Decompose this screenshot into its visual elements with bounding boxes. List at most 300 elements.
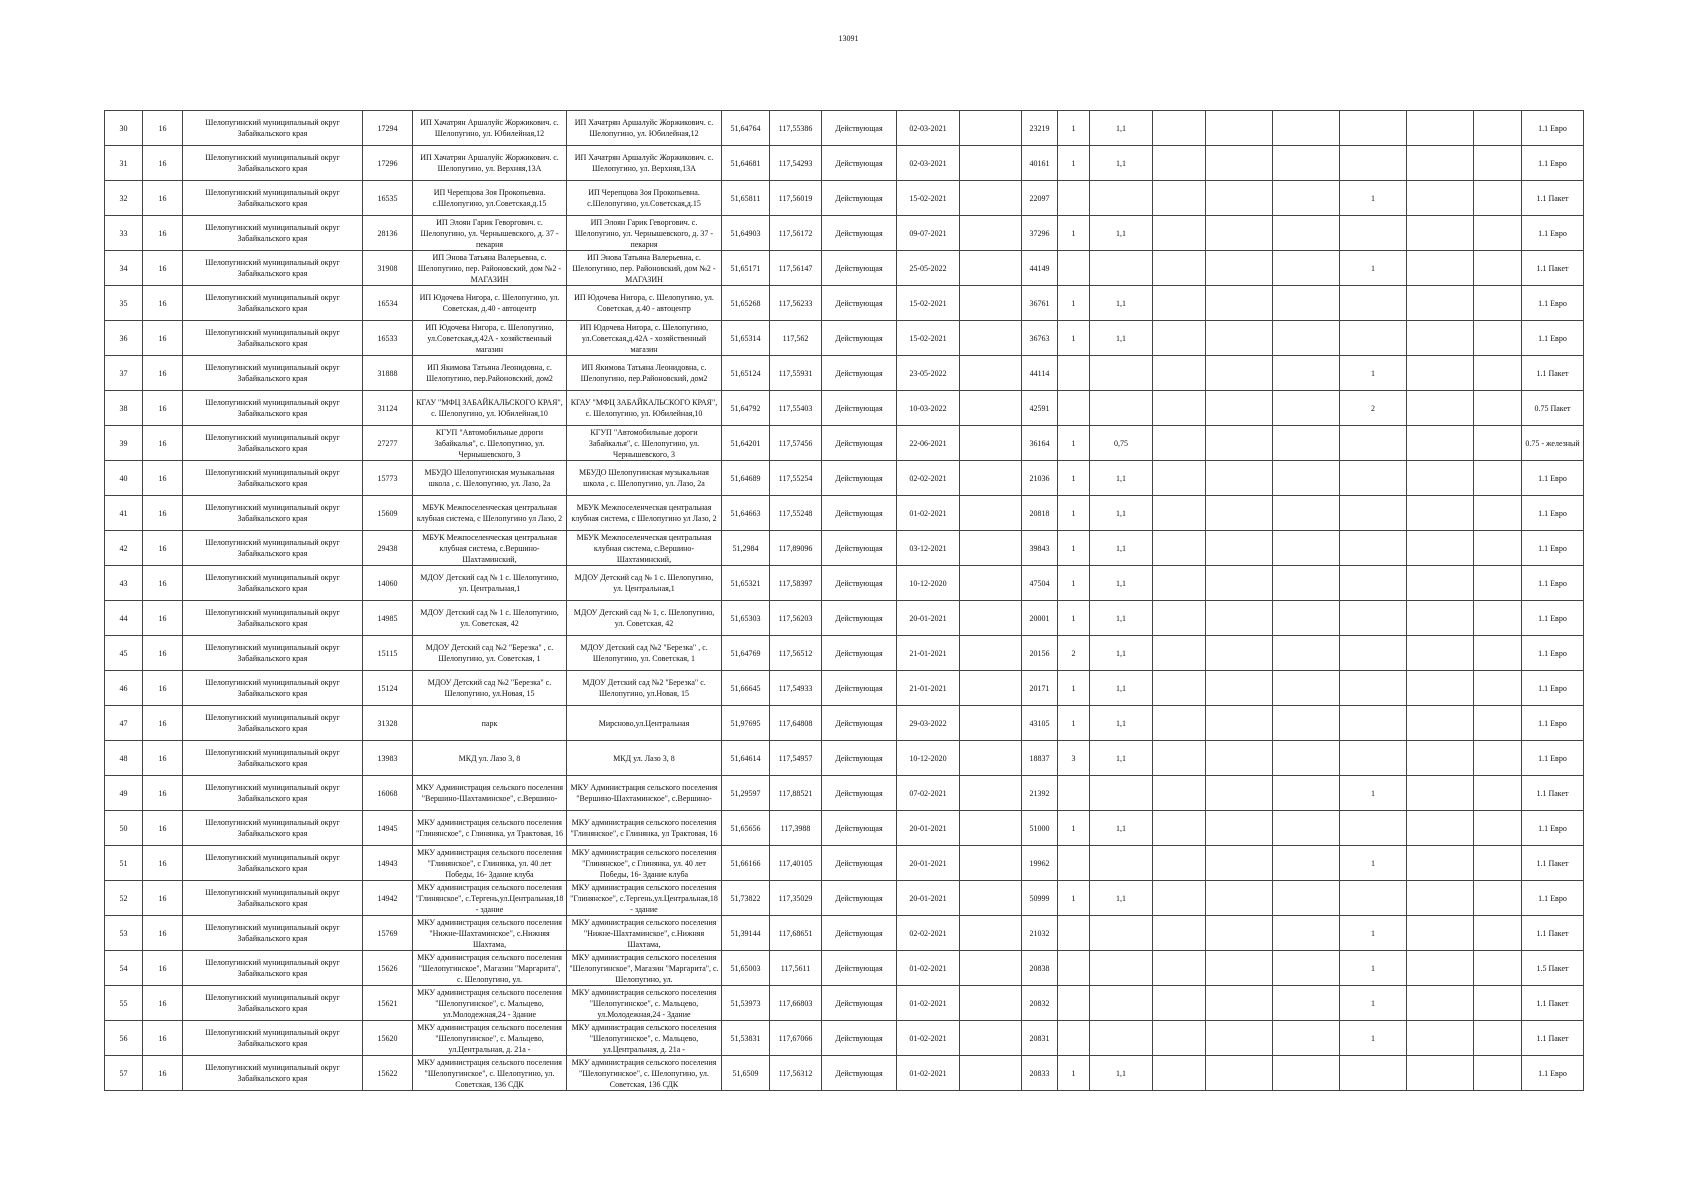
cell-empty-col-20	[1407, 601, 1474, 636]
cell-latitude	[722, 461, 770, 496]
cell-empty-col-12	[960, 566, 1022, 601]
container-type-text: 0.75 - железный	[1525, 438, 1580, 448]
cell-latitude	[722, 846, 770, 881]
site-id-text: 16533	[377, 333, 398, 343]
longitude-text: 117,3988	[780, 823, 811, 833]
district-name-text: Шелопугинский муниципальный округ Забайкальского края	[205, 328, 340, 348]
cell-container-type	[1522, 321, 1584, 356]
cell-empty-col-20b	[1474, 636, 1522, 671]
cell-registry-number	[1022, 461, 1058, 496]
cell-euro-container-volume	[1090, 706, 1153, 741]
cell-bag-count	[1340, 426, 1407, 461]
euro-container-count-text: 1	[1071, 718, 1076, 728]
cell-empty-col-20	[1407, 391, 1474, 426]
cell-empty-col-20b	[1474, 181, 1522, 216]
container-type-text: 1.1 Евро	[1538, 508, 1567, 518]
cell-empty-col-12	[960, 916, 1022, 951]
cell-district-name	[183, 951, 363, 986]
cell-registration-date	[897, 811, 960, 846]
cell-row-number	[105, 426, 143, 461]
district-name-text: Шелопугинский муниципальный округ Забайкальского края	[205, 678, 340, 698]
cell-row-number	[105, 846, 143, 881]
registration-date-text: 01-02-2021	[909, 508, 947, 518]
latitude-text: 51,65656	[730, 823, 761, 833]
cell-empty-col-12	[960, 951, 1022, 986]
cell-region-code	[143, 951, 183, 986]
cell-district-name	[183, 636, 363, 671]
row-number-text: 30	[119, 123, 128, 133]
cell-euro-container-volume	[1090, 426, 1153, 461]
row-number-text: 35	[119, 298, 128, 308]
euro-container-count-text: 1	[1071, 228, 1076, 238]
cell-longitude	[770, 216, 822, 251]
site-address-text: ИП Юдочева Нигора, с. Шелопугино, ул. Советская, д.40 - автоцентр	[574, 293, 714, 313]
latitude-text: 51,65811	[730, 193, 761, 203]
cell-owner-name	[413, 951, 567, 986]
region-code-text: 16	[158, 578, 167, 588]
cell-bag-count	[1340, 741, 1407, 776]
row-number-text: 36	[119, 333, 128, 343]
cell-latitude	[722, 671, 770, 706]
cell-empty-col-12	[960, 146, 1022, 181]
registry-number-text: 20833	[1029, 1068, 1050, 1078]
longitude-text: 117,64808	[778, 718, 813, 728]
cell-site-address	[567, 1056, 722, 1091]
cell-status	[822, 776, 897, 811]
cell-euro-container-count	[1058, 916, 1090, 951]
cell-empty-col-12	[960, 251, 1022, 286]
cell-region-code	[143, 986, 183, 1021]
district-name-text: Шелопугинский муниципальный округ Забайкальского края	[205, 433, 340, 453]
cell-site-address	[567, 776, 722, 811]
cell-euro-container-count	[1058, 951, 1090, 986]
cell-empty-col-20b	[1474, 531, 1522, 566]
status-text: Действующая	[835, 263, 883, 273]
cell-euro-container-volume	[1090, 111, 1153, 146]
cell-site-id	[363, 286, 413, 321]
cell-empty-col-16	[1153, 496, 1206, 531]
district-name-text: Шелопугинский муниципальный округ Забайкальского края	[205, 748, 340, 768]
cell-euro-container-volume	[1090, 846, 1153, 881]
registration-date-text: 20-01-2021	[909, 893, 947, 903]
cell-row-number	[105, 811, 143, 846]
cell-empty-col-12	[960, 601, 1022, 636]
cell-row-number	[105, 111, 143, 146]
cell-empty-col-20b	[1474, 951, 1522, 986]
cell-longitude	[770, 881, 822, 916]
cell-euro-container-count	[1058, 531, 1090, 566]
region-code-text: 16	[158, 1033, 167, 1043]
site-address-text: МДОУ Детский сад №2 "Березка" , с. Шелопугино, ул. Советская, 1	[580, 643, 708, 663]
longitude-text: 117,58397	[778, 578, 813, 588]
cell-registry-number	[1022, 216, 1058, 251]
cell-district-name	[183, 531, 363, 566]
cell-empty-col-18	[1273, 881, 1340, 916]
euro-container-volume-text: 1,1	[1116, 333, 1126, 343]
latitude-text: 51,29597	[730, 788, 761, 798]
cell-empty-col-16	[1153, 566, 1206, 601]
cell-empty-col-20b	[1474, 881, 1522, 916]
cell-registry-number	[1022, 811, 1058, 846]
euro-container-volume-text: 0,75	[1114, 438, 1128, 448]
cell-owner-name	[413, 531, 567, 566]
longitude-text: 117,56203	[778, 613, 813, 623]
cell-empty-col-20	[1407, 811, 1474, 846]
latitude-text: 51,64689	[730, 473, 761, 483]
cell-site-address	[567, 846, 722, 881]
cell-longitude	[770, 1021, 822, 1056]
latitude-text: 51,97695	[730, 718, 761, 728]
cell-owner-name	[413, 146, 567, 181]
region-code-text: 16	[158, 893, 167, 903]
cell-empty-col-20b	[1474, 986, 1522, 1021]
cell-bag-count	[1340, 706, 1407, 741]
status-text: Действующая	[835, 508, 883, 518]
cell-euro-container-volume	[1090, 251, 1153, 286]
cell-registry-number	[1022, 356, 1058, 391]
cell-bag-count	[1340, 671, 1407, 706]
cell-district-name	[183, 391, 363, 426]
cell-empty-col-20	[1407, 321, 1474, 356]
cell-euro-container-count	[1058, 461, 1090, 496]
cell-site-address	[567, 111, 722, 146]
cell-district-name	[183, 776, 363, 811]
euro-container-count-text: 1	[1071, 683, 1076, 693]
row-number-text: 41	[119, 508, 128, 518]
cell-empty-col-17	[1206, 146, 1273, 181]
cell-registration-date	[897, 671, 960, 706]
site-id-text: 15773	[377, 473, 398, 483]
site-id-text: 31888	[377, 368, 398, 378]
cell-empty-col-20	[1407, 776, 1474, 811]
cell-container-type	[1522, 986, 1584, 1021]
longitude-text: 117,40105	[778, 858, 813, 868]
site-address-text: КГУП "Автомобильные дороги Забайкалья", с. Шелопугино, ул. Чернышевского, 3	[588, 427, 700, 459]
cell-status	[822, 741, 897, 776]
container-type-text: 1.1 Евро	[1538, 823, 1567, 833]
cell-empty-col-16	[1153, 1021, 1206, 1056]
latitude-text: 51,64792	[730, 403, 761, 413]
cell-longitude	[770, 461, 822, 496]
registry-number-text: 20171	[1029, 683, 1050, 693]
cell-latitude	[722, 776, 770, 811]
container-type-text: 1.1 Пакет	[1536, 193, 1569, 203]
cell-row-number	[105, 986, 143, 1021]
cell-empty-col-17	[1206, 811, 1273, 846]
site-id-text: 15115	[377, 648, 398, 658]
site-id-text: 27277	[377, 438, 398, 448]
cell-region-code	[143, 881, 183, 916]
cell-registry-number	[1022, 881, 1058, 916]
cell-empty-col-12	[960, 531, 1022, 566]
latitude-text: 51,65171	[730, 263, 761, 273]
cell-empty-col-16	[1153, 216, 1206, 251]
row-number-text: 34	[119, 263, 128, 273]
euro-container-count-text: 2	[1071, 648, 1076, 658]
cell-bag-count	[1340, 111, 1407, 146]
cell-site-id	[363, 566, 413, 601]
cell-empty-col-16	[1153, 356, 1206, 391]
cell-empty-col-12	[960, 286, 1022, 321]
cell-empty-col-17	[1206, 111, 1273, 146]
bag-count-text: 1	[1371, 998, 1375, 1008]
longitude-text: 117,54957	[778, 753, 813, 763]
table-row	[105, 916, 1584, 951]
cell-empty-col-18	[1273, 496, 1340, 531]
waste-site-registry-table	[104, 110, 1584, 1091]
region-code-text: 16	[158, 403, 167, 413]
site-id-text: 31908	[377, 263, 398, 273]
registration-date-text: 20-01-2021	[909, 858, 947, 868]
row-number-text: 31	[119, 158, 128, 168]
cell-region-code	[143, 846, 183, 881]
table-row	[105, 216, 1584, 251]
cell-owner-name	[413, 461, 567, 496]
cell-latitude	[722, 951, 770, 986]
cell-owner-name	[413, 391, 567, 426]
cell-status	[822, 216, 897, 251]
cell-district-name	[183, 461, 363, 496]
cell-row-number	[105, 531, 143, 566]
cell-container-type	[1522, 216, 1584, 251]
cell-longitude	[770, 251, 822, 286]
owner-name-text: МКУ администрация сельского поселения "Глинянское", с.Тергень,ул.Центральная,18 - здание	[415, 882, 564, 914]
cell-registration-date	[897, 741, 960, 776]
cell-euro-container-count	[1058, 286, 1090, 321]
registry-number-text: 37296	[1029, 228, 1050, 238]
latitude-text: 51,66166	[730, 858, 761, 868]
euro-container-volume-text: 1,1	[1116, 123, 1126, 133]
cell-empty-col-20b	[1474, 776, 1522, 811]
registry-number-text: 51000	[1029, 823, 1050, 833]
status-text: Действующая	[835, 788, 883, 798]
cell-region-code	[143, 636, 183, 671]
cell-site-address	[567, 881, 722, 916]
cell-owner-name	[413, 881, 567, 916]
latitude-text: 51,65303	[730, 613, 761, 623]
site-id-text: 17294	[377, 123, 398, 133]
row-number-text: 32	[119, 193, 128, 203]
cell-row-number	[105, 1056, 143, 1091]
cell-empty-col-17	[1206, 356, 1273, 391]
site-address-text: МКУ администрация сельского поселения "Глинянское", с Глинянка, ул Трактовая, 16	[570, 818, 718, 838]
cell-euro-container-count	[1058, 391, 1090, 426]
cell-site-address	[567, 671, 722, 706]
cell-site-id	[363, 811, 413, 846]
cell-status	[822, 496, 897, 531]
registry-number-text: 36164	[1029, 438, 1050, 448]
euro-container-volume-text: 1,1	[1116, 648, 1126, 658]
cell-owner-name	[413, 356, 567, 391]
site-id-text: 31328	[377, 718, 398, 728]
region-code-text: 16	[158, 508, 167, 518]
owner-name-text: МБУК Межпоселенческая центральная клубная система, с.Вершино-Шахтаминский,	[422, 532, 557, 564]
euro-container-volume-text: 1,1	[1116, 543, 1126, 553]
cell-site-address	[567, 951, 722, 986]
cell-site-address	[567, 741, 722, 776]
cell-container-type	[1522, 1056, 1584, 1091]
container-type-text: 1.5 Пакет	[1536, 963, 1569, 973]
longitude-text: 117,54933	[778, 683, 813, 693]
registration-date-text: 01-02-2021	[909, 1033, 947, 1043]
cell-registration-date	[897, 496, 960, 531]
table-row	[105, 496, 1584, 531]
cell-empty-col-12	[960, 671, 1022, 706]
registry-number-text: 20832	[1029, 998, 1050, 1008]
cell-empty-col-20b	[1474, 391, 1522, 426]
status-text: Действующая	[835, 858, 883, 868]
longitude-text: 117,56233	[778, 298, 813, 308]
cell-container-type	[1522, 601, 1584, 636]
cell-euro-container-volume	[1090, 531, 1153, 566]
euro-container-volume-text: 1,1	[1116, 683, 1126, 693]
cell-site-id	[363, 636, 413, 671]
cell-registry-number	[1022, 146, 1058, 181]
cell-latitude	[722, 916, 770, 951]
cell-site-id	[363, 846, 413, 881]
cell-longitude	[770, 601, 822, 636]
longitude-text: 117,56147	[778, 263, 813, 273]
cell-bag-count	[1340, 356, 1407, 391]
cell-empty-col-18	[1273, 111, 1340, 146]
cell-status	[822, 916, 897, 951]
cell-status	[822, 1021, 897, 1056]
site-id-text: 14943	[377, 858, 398, 868]
cell-latitude	[722, 636, 770, 671]
cell-empty-col-16	[1153, 251, 1206, 286]
cell-district-name	[183, 1056, 363, 1091]
cell-site-address	[567, 986, 722, 1021]
cell-region-code	[143, 776, 183, 811]
cell-row-number	[105, 251, 143, 286]
cell-empty-col-18	[1273, 146, 1340, 181]
cell-empty-col-16	[1153, 146, 1206, 181]
registration-date-text: 02-03-2021	[909, 123, 947, 133]
latitude-text: 51,65321	[730, 578, 761, 588]
table-row	[105, 321, 1584, 356]
region-code-text: 16	[158, 193, 167, 203]
registration-date-text: 02-02-2021	[909, 473, 947, 483]
row-number-text: 44	[119, 613, 128, 623]
cell-empty-col-12	[960, 111, 1022, 146]
cell-latitude	[722, 181, 770, 216]
cell-registration-date	[897, 706, 960, 741]
cell-longitude	[770, 986, 822, 1021]
cell-latitude	[722, 216, 770, 251]
cell-empty-col-16	[1153, 706, 1206, 741]
longitude-text: 117,68651	[778, 928, 813, 938]
longitude-text: 117,35029	[778, 893, 813, 903]
site-address-text: МДОУ Детский сад №2 "Березка" с. Шелопугино, ул.Новая, 15	[582, 678, 706, 698]
cell-registry-number	[1022, 391, 1058, 426]
cell-empty-col-20	[1407, 741, 1474, 776]
cell-region-code	[143, 496, 183, 531]
cell-empty-col-20b	[1474, 321, 1522, 356]
cell-empty-col-17	[1206, 566, 1273, 601]
cell-region-code	[143, 286, 183, 321]
cell-empty-col-17	[1206, 461, 1273, 496]
cell-site-address	[567, 461, 722, 496]
cell-empty-col-16	[1153, 951, 1206, 986]
registration-date-text: 03-12-2021	[909, 543, 947, 553]
cell-empty-col-18	[1273, 741, 1340, 776]
cell-empty-col-17	[1206, 251, 1273, 286]
euro-container-volume-text: 1,1	[1116, 893, 1126, 903]
cell-site-address	[567, 356, 722, 391]
owner-name-text: МДОУ Детский сад № 1 с. Шелопугино, ул. Советская, 42	[420, 608, 559, 628]
cell-empty-col-12	[960, 706, 1022, 741]
cell-empty-col-20b	[1474, 496, 1522, 531]
cell-registry-number	[1022, 986, 1058, 1021]
cell-empty-col-20	[1407, 496, 1474, 531]
cell-status	[822, 461, 897, 496]
cell-longitude	[770, 391, 822, 426]
cell-empty-col-16	[1153, 916, 1206, 951]
cell-row-number	[105, 881, 143, 916]
district-name-text: Шелопугинский муниципальный округ Забайкальского края	[205, 1028, 340, 1048]
latitude-text: 51,65314	[730, 333, 761, 343]
container-type-text: 1.1 Пакет	[1536, 858, 1569, 868]
longitude-text: 117,56312	[778, 1068, 813, 1078]
cell-empty-col-18	[1273, 461, 1340, 496]
owner-name-text: ИП Черепцова Зоя Прокопьевна. с.Шелопугино, ул.Советская,д.15	[432, 188, 547, 208]
registration-date-text: 10-03-2022	[909, 403, 947, 413]
cell-bag-count	[1340, 251, 1407, 286]
cell-status	[822, 846, 897, 881]
latitude-text: 51,53831	[730, 1033, 761, 1043]
row-number-text: 49	[119, 788, 128, 798]
cell-euro-container-volume	[1090, 776, 1153, 811]
region-code-text: 16	[158, 858, 167, 868]
site-id-text: 14942	[377, 893, 398, 903]
cell-empty-col-20	[1407, 181, 1474, 216]
cell-empty-col-16	[1153, 811, 1206, 846]
cell-registry-number	[1022, 846, 1058, 881]
cell-site-address	[567, 321, 722, 356]
owner-name-text: МДОУ Детский сад №2 "Березка" с. Шелопугино, ул.Новая, 15	[427, 678, 552, 698]
longitude-text: 117,55254	[778, 473, 813, 483]
cell-district-name	[183, 846, 363, 881]
cell-owner-name	[413, 636, 567, 671]
latitude-text: 51,2984	[732, 543, 759, 553]
cell-district-name	[183, 181, 363, 216]
cell-owner-name	[413, 496, 567, 531]
euro-container-count-text: 1	[1071, 123, 1076, 133]
cell-euro-container-volume	[1090, 461, 1153, 496]
cell-empty-col-16	[1153, 531, 1206, 566]
cell-empty-col-20	[1407, 566, 1474, 601]
status-text: Действующая	[835, 1068, 883, 1078]
cell-registry-number	[1022, 951, 1058, 986]
cell-region-code	[143, 671, 183, 706]
cell-site-id	[363, 426, 413, 461]
district-name-text: Шелопугинский муниципальный округ Забайкальского края	[205, 573, 340, 593]
cell-owner-name	[413, 426, 567, 461]
cell-district-name	[183, 251, 363, 286]
cell-empty-col-12	[960, 881, 1022, 916]
latitude-text: 51,64201	[730, 438, 761, 448]
site-address-text: МКУ администрация сельского поселения "Шелопугинское", с. Шелопугино, ул. Советская, 136 СДК	[571, 1057, 717, 1089]
cell-status	[822, 321, 897, 356]
registry-number-text: 36763	[1029, 333, 1050, 343]
cell-longitude	[770, 916, 822, 951]
cell-longitude	[770, 811, 822, 846]
owner-name-text: ИП Энова Татьяна Валерьевна, с. Шелопугино, пер. Районовский, дом №2 - МАГАЗИН	[417, 252, 562, 284]
status-text: Действующая	[835, 928, 883, 938]
owner-name-text: МДОУ Детский сад №2 "Березка" , с. Шелопугино, ул. Советская, 1	[425, 643, 554, 663]
site-id-text: 14945	[377, 823, 398, 833]
registration-date-text: 01-02-2021	[909, 1068, 947, 1078]
